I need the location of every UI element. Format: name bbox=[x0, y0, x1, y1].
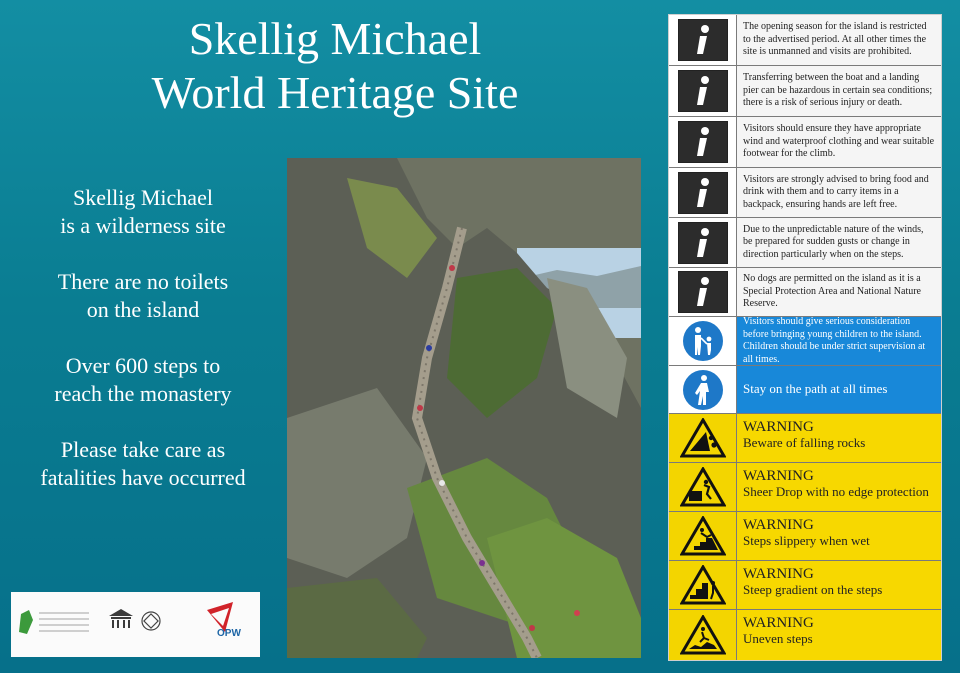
title-line-2: World Heritage Site bbox=[151, 67, 519, 118]
slippery-steps-icon bbox=[680, 516, 726, 556]
warning-heading: WARNING bbox=[743, 566, 814, 582]
warning-row bbox=[669, 512, 941, 561]
safety-notice-panel bbox=[668, 14, 942, 661]
notice-text: No dogs are permitted on the island as it is a Special Protection Area and National Nature Reserve. bbox=[737, 268, 941, 316]
sign-title bbox=[40, 12, 630, 120]
message-wilderness: Skellig Michael is a wilderness site bbox=[60, 185, 226, 238]
cliff-steps-photo bbox=[287, 158, 641, 658]
info-icon bbox=[678, 121, 728, 163]
notice-text: The opening season for the island is restricted to the advertised period. At all other times the site is unmanned and visits are prohibited. bbox=[737, 15, 941, 65]
warning-text: Steps slippery when wet bbox=[743, 533, 870, 548]
warning-heading: WARNING bbox=[743, 468, 814, 484]
notice-row bbox=[669, 15, 941, 66]
warning-row bbox=[669, 610, 941, 660]
notice-text: Due to the unpredictable nature of the winds, be prepared for sudden gusts or change in direction particularly when on the steps. bbox=[737, 218, 941, 267]
info-icon bbox=[678, 70, 728, 112]
adult-child-icon bbox=[682, 320, 724, 362]
notice-row bbox=[669, 366, 941, 414]
warning-heading: WARNING bbox=[743, 517, 814, 533]
info-icon bbox=[678, 172, 728, 214]
notice-text: Visitors should ensure they have appropriate wind and waterproof clothing and wear suitable footwear for the climb. bbox=[737, 117, 941, 167]
sheer-drop-icon bbox=[680, 467, 726, 507]
warning-row bbox=[669, 463, 941, 512]
uneven-steps-icon bbox=[680, 615, 726, 655]
notice-row bbox=[669, 317, 941, 366]
warning-row bbox=[669, 414, 941, 463]
notice-row bbox=[669, 66, 941, 117]
info-icon bbox=[678, 19, 728, 61]
notice-text: Stay on the path at all times bbox=[737, 366, 941, 413]
info-icon bbox=[678, 271, 728, 313]
notice-text: Transferring between the boat and a landing pier can be hazardous in certain sea conditions; there is a risk of serious injury or death. bbox=[737, 66, 941, 116]
walking-person-icon bbox=[682, 369, 724, 411]
notice-text: Visitors are strongly advised to bring food and drink with them and to carry items in a backpack, ensuring hands are left free. bbox=[737, 168, 941, 217]
info-icon bbox=[678, 222, 728, 264]
notice-text: Visitors should give serious consideration before bringing young children to the island. Children should be under strict supervision at all times. bbox=[737, 317, 941, 365]
title-line-1: Skellig Michael bbox=[188, 13, 482, 64]
visitor-messages bbox=[8, 184, 278, 520]
warning-heading: WARNING bbox=[743, 419, 814, 435]
warning-text: Sheer Drop with no edge protection bbox=[743, 484, 929, 499]
message-fatalities: Please take care as fatalities have occurred bbox=[40, 437, 246, 490]
notice-row bbox=[669, 218, 941, 268]
falling-rocks-icon bbox=[680, 418, 726, 458]
warning-text: Beware of falling rocks bbox=[743, 435, 866, 450]
opw-logo-text: OPW bbox=[217, 628, 241, 639]
warning-text: Steep gradient on the steps bbox=[743, 582, 883, 597]
steep-gradient-icon bbox=[680, 565, 726, 605]
notice-row bbox=[669, 268, 941, 317]
warning-row bbox=[669, 561, 941, 610]
notice-row bbox=[669, 117, 941, 168]
warning-text: Uneven steps bbox=[743, 631, 813, 646]
sponsor-logos bbox=[11, 592, 260, 657]
warning-heading: WARNING bbox=[743, 615, 814, 631]
message-steps: Over 600 steps to reach the monastery bbox=[54, 353, 232, 406]
message-toilets: There are no toilets on the island bbox=[57, 269, 229, 322]
notice-row bbox=[669, 168, 941, 218]
